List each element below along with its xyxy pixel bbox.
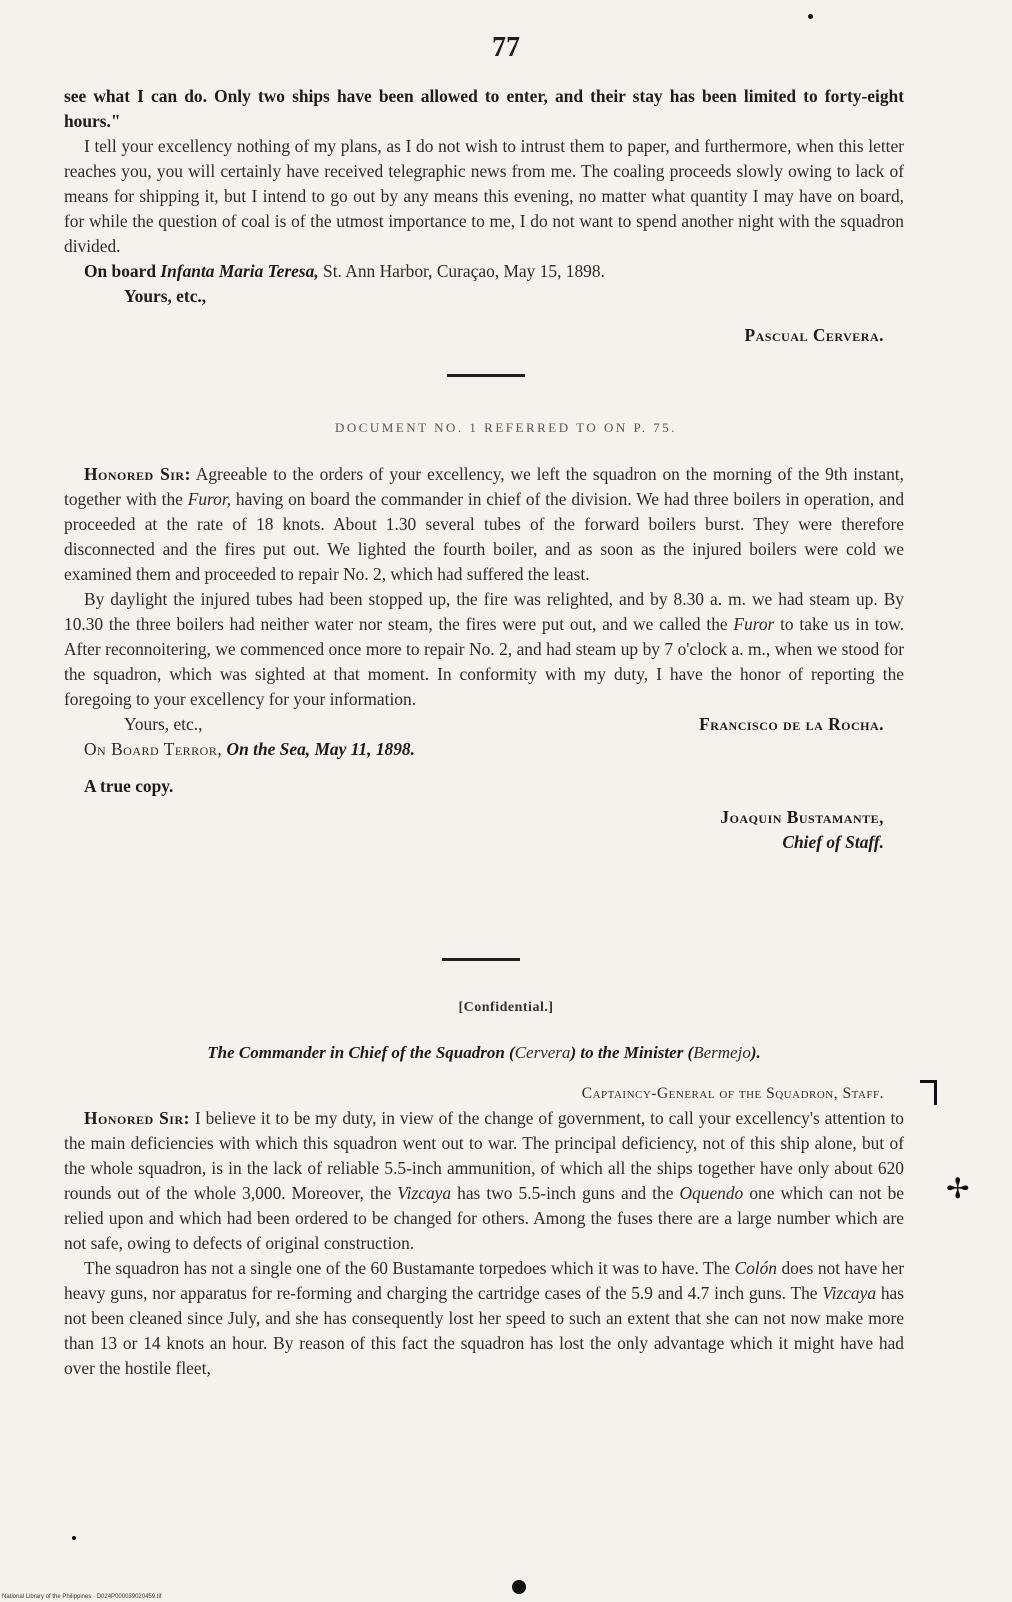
scan-credit: National Library of the Philippines · D024P000039020459.tif xyxy=(2,1594,162,1600)
opening-letter xyxy=(64,84,904,348)
certifier-title: Chief of Staff. xyxy=(782,832,884,852)
scan-speck xyxy=(72,1536,76,1540)
confidential-label: [Confidential.] xyxy=(458,1000,554,1015)
confidential-letter xyxy=(64,1040,904,1381)
confidential-title: The Commander in Chief of the Squadron (Cervera) to the Minister (Bermejo). xyxy=(207,1043,761,1062)
true-copy-label: A true copy. xyxy=(84,776,174,796)
letter-closing: Yours, etc., xyxy=(124,286,207,306)
scan-speck xyxy=(512,1580,526,1594)
document-1-closing: Yours, etc., xyxy=(124,714,203,734)
margin-bracket-mark xyxy=(920,1080,937,1105)
document-heading: DOCUMENT NO. 1 REFERRED TO ON P. 75. xyxy=(334,420,678,435)
section-divider xyxy=(447,374,525,377)
section-divider-2 xyxy=(442,958,520,961)
opening-paragraph: see what I can do. Only two ships have been allowed to enter, and their stay has been limited to forty-eight hours." xyxy=(64,86,904,131)
confidential-paragraph-1: Honored Sir: I believe it to be my duty, in view of the change of government, to call your excellency's attention to the main deficiencies with which this squadron went out to war. The principal deficiency, not of this ship alone, but of the whole squadron, is in the lack of reliable 5.5-inch ammunition, of which all the ships together have only about 620 rounds out of the whole 3,000. Moreover, the Vizcaya has two 5.5-inch guns and the Oquendo one which can not be relied upon and which had been ordered to be changed for others. Among the fuses there are a large number which are not safe, owing to defects of original construction. xyxy=(64,1108,905,1253)
confidential-paragraph-2: The squadron has not a single one of the 60 Bustamante torpedoes which it was to have. The Colón does not have her heavy guns, nor apparatus for re-forming and charging the cartridge cases of the 5.9 and 4.7 inch guns. The Vizcaya has not been cleaned since July, and she has consequently lost her speed to such an extent that she can not now make more than 13 or 14 knots an hour. By reason of this fact the squadron has lost the only advantage which it might have had over the hostile fleet, xyxy=(64,1258,905,1378)
letter-place-date: On board Infanta Maria Teresa, St. Ann Harbor, Curaçao, May 15, 1898. xyxy=(84,261,605,281)
document-1-paragraph-1: Honored Sir: Agreeable to the orders of your excellency, we left the squadron on the morning of the 9th instant, together with the Furor, having on board the commander in chief of the division. We had three boilers in operation, and proceeded at the rate of 18 knots. About 1.30 several tubes of the forward boilers burst. They were therefore disconnected and the fires put out. We lighted the fourth boiler, and as soon as the injured boilers were cold we examined them and proceeded to repair No. 2, which had suffered the least. xyxy=(64,464,905,584)
office-heading: Captaincy-General of the Squadron, Staff. xyxy=(581,1085,884,1102)
document-1 xyxy=(64,462,904,855)
signature-cervera: Pascual Cervera. xyxy=(744,325,884,345)
signature-rocha: Francisco de la Rocha. xyxy=(699,714,884,734)
document-1-signature-row xyxy=(64,712,904,737)
margin-star-mark: ✢ xyxy=(946,1172,970,1205)
page-number: 77 xyxy=(492,32,520,63)
document-1-paragraph-2: By daylight the injured tubes had been stopped up, the fire was relighted, and by 8.30 a. m. we had steam up. By 10.30 the three boilers had neither water nor steam, the fires were put out, and we called the Furor to take us in tow. After reconnoitering, we commenced once more to repair No. 2, and had steam up by 7 o'clock a. m., when we stood for the squadron, which was sighted at that moment. In conformity with my duty, I have the honor of reporting the foregoing to your excellency for your information. xyxy=(64,589,904,709)
document-1-place-date: On Board Terror, On the Sea, May 11, 1898. xyxy=(84,739,415,759)
plans-paragraph: I tell your excellency nothing of my plans, as I do not wish to intrust them to paper, and furthermore, when this letter reaches you, you will certainly have received telegraphic news from me. The coaling proceeds slowly owing to lack of means for shipping it, but I intend to go out by any means this evening, no matter what quantity I may have on board, for while the question of coal is of the utmost importance to me, I do not want to spend another night with the squadron divided. xyxy=(64,136,904,256)
certifier-name: Joaquin Bustamante, xyxy=(720,807,884,827)
scan-speck xyxy=(808,14,813,19)
